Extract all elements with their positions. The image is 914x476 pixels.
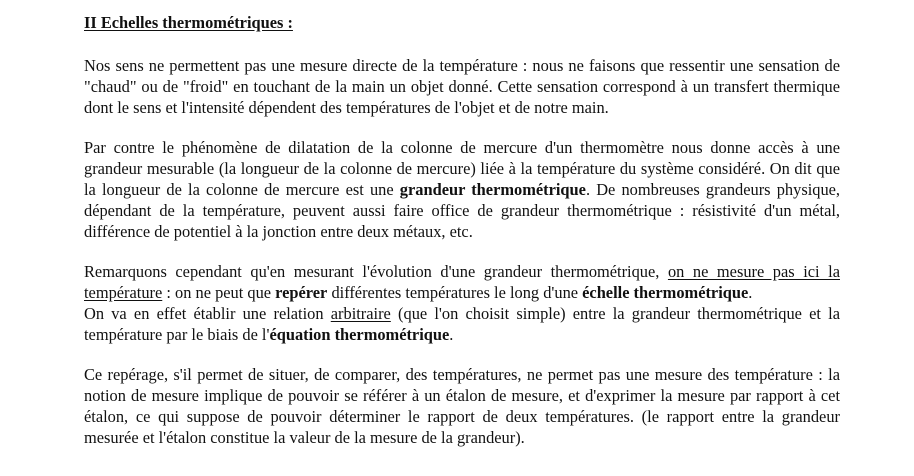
term-reperer: repérer	[275, 283, 328, 302]
section-heading: II Echelles thermométriques :	[84, 13, 293, 32]
paragraph-reperage-text: Ce repérage, s'il permet de situer, de comparer, des températures, ne permet pas une mesure des température : la notion de mesure implique de pouvoir se référer à un étalon de mesure, et d'exprimer la mesure par rapport à cet étalon, ce qui suppose de pouvoir déterminer le rapport de deux températures. (le rapport entre la grandeur mesurée et l'étalon constitue la valeur de la mesure de la grandeur).	[84, 365, 840, 447]
document-page	[84, 12, 840, 448]
text-run: . De nombreuses grandeurs physique, dépendant de la température, peuvent aussi faire office de grandeur thermométrique : résistivité d'un métal, différence de potentiel à la jonction entre deux métaux, etc.	[84, 180, 841, 241]
paragraph-remarque	[84, 261, 840, 303]
paragraph-dilatation	[84, 137, 840, 242]
paragraph-senses-text: Nos sens ne permettent pas une mesure directe de la température : nous ne faisons que ressentir une sensation de "chaud" ou de "froid" en touchant de la main un objet donné. Cette sensation correspond à un transfert thermique dont le sens et l'intensité dépendent des températures de l'objet et de notre main.	[84, 56, 840, 117]
text-run: : on ne peut que	[162, 283, 276, 302]
term-grandeur-thermometrique: grandeur thermométrique	[399, 180, 586, 199]
paragraph-reperage	[84, 364, 840, 448]
paragraph-senses	[84, 55, 840, 118]
underlined-phrase-mesure: on ne mesure pas ici la température	[84, 262, 840, 302]
text-run: On va en effet établir une relation	[84, 304, 331, 323]
text-run: .	[748, 283, 753, 302]
text-run: .	[449, 325, 454, 344]
text-run: Par contre le phénomène de dilatation de la colonne de mercure d'un thermomètre nous donne accès à une grandeur mesurable (la longueur de la colonne de mercure) liée à la température du système considéré. On dit que la longueur de la colonne de mercure est une	[84, 138, 840, 199]
text-run: différentes températures le long d'une	[327, 283, 583, 302]
term-equation-thermometrique: équation thermométrique	[269, 325, 450, 344]
text-run: Remarquons cependant qu'en mesurant l'évolution d'une grandeur thermométrique,	[84, 262, 668, 281]
term-echelle-thermometrique: échelle thermométrique	[582, 283, 749, 302]
paragraph-relation	[84, 303, 840, 345]
text-run: (que l'on choisit simple) entre la grandeur thermométrique et la température par le biais de l'	[84, 304, 840, 344]
underlined-word-arbitraire: arbitraire	[330, 304, 391, 323]
